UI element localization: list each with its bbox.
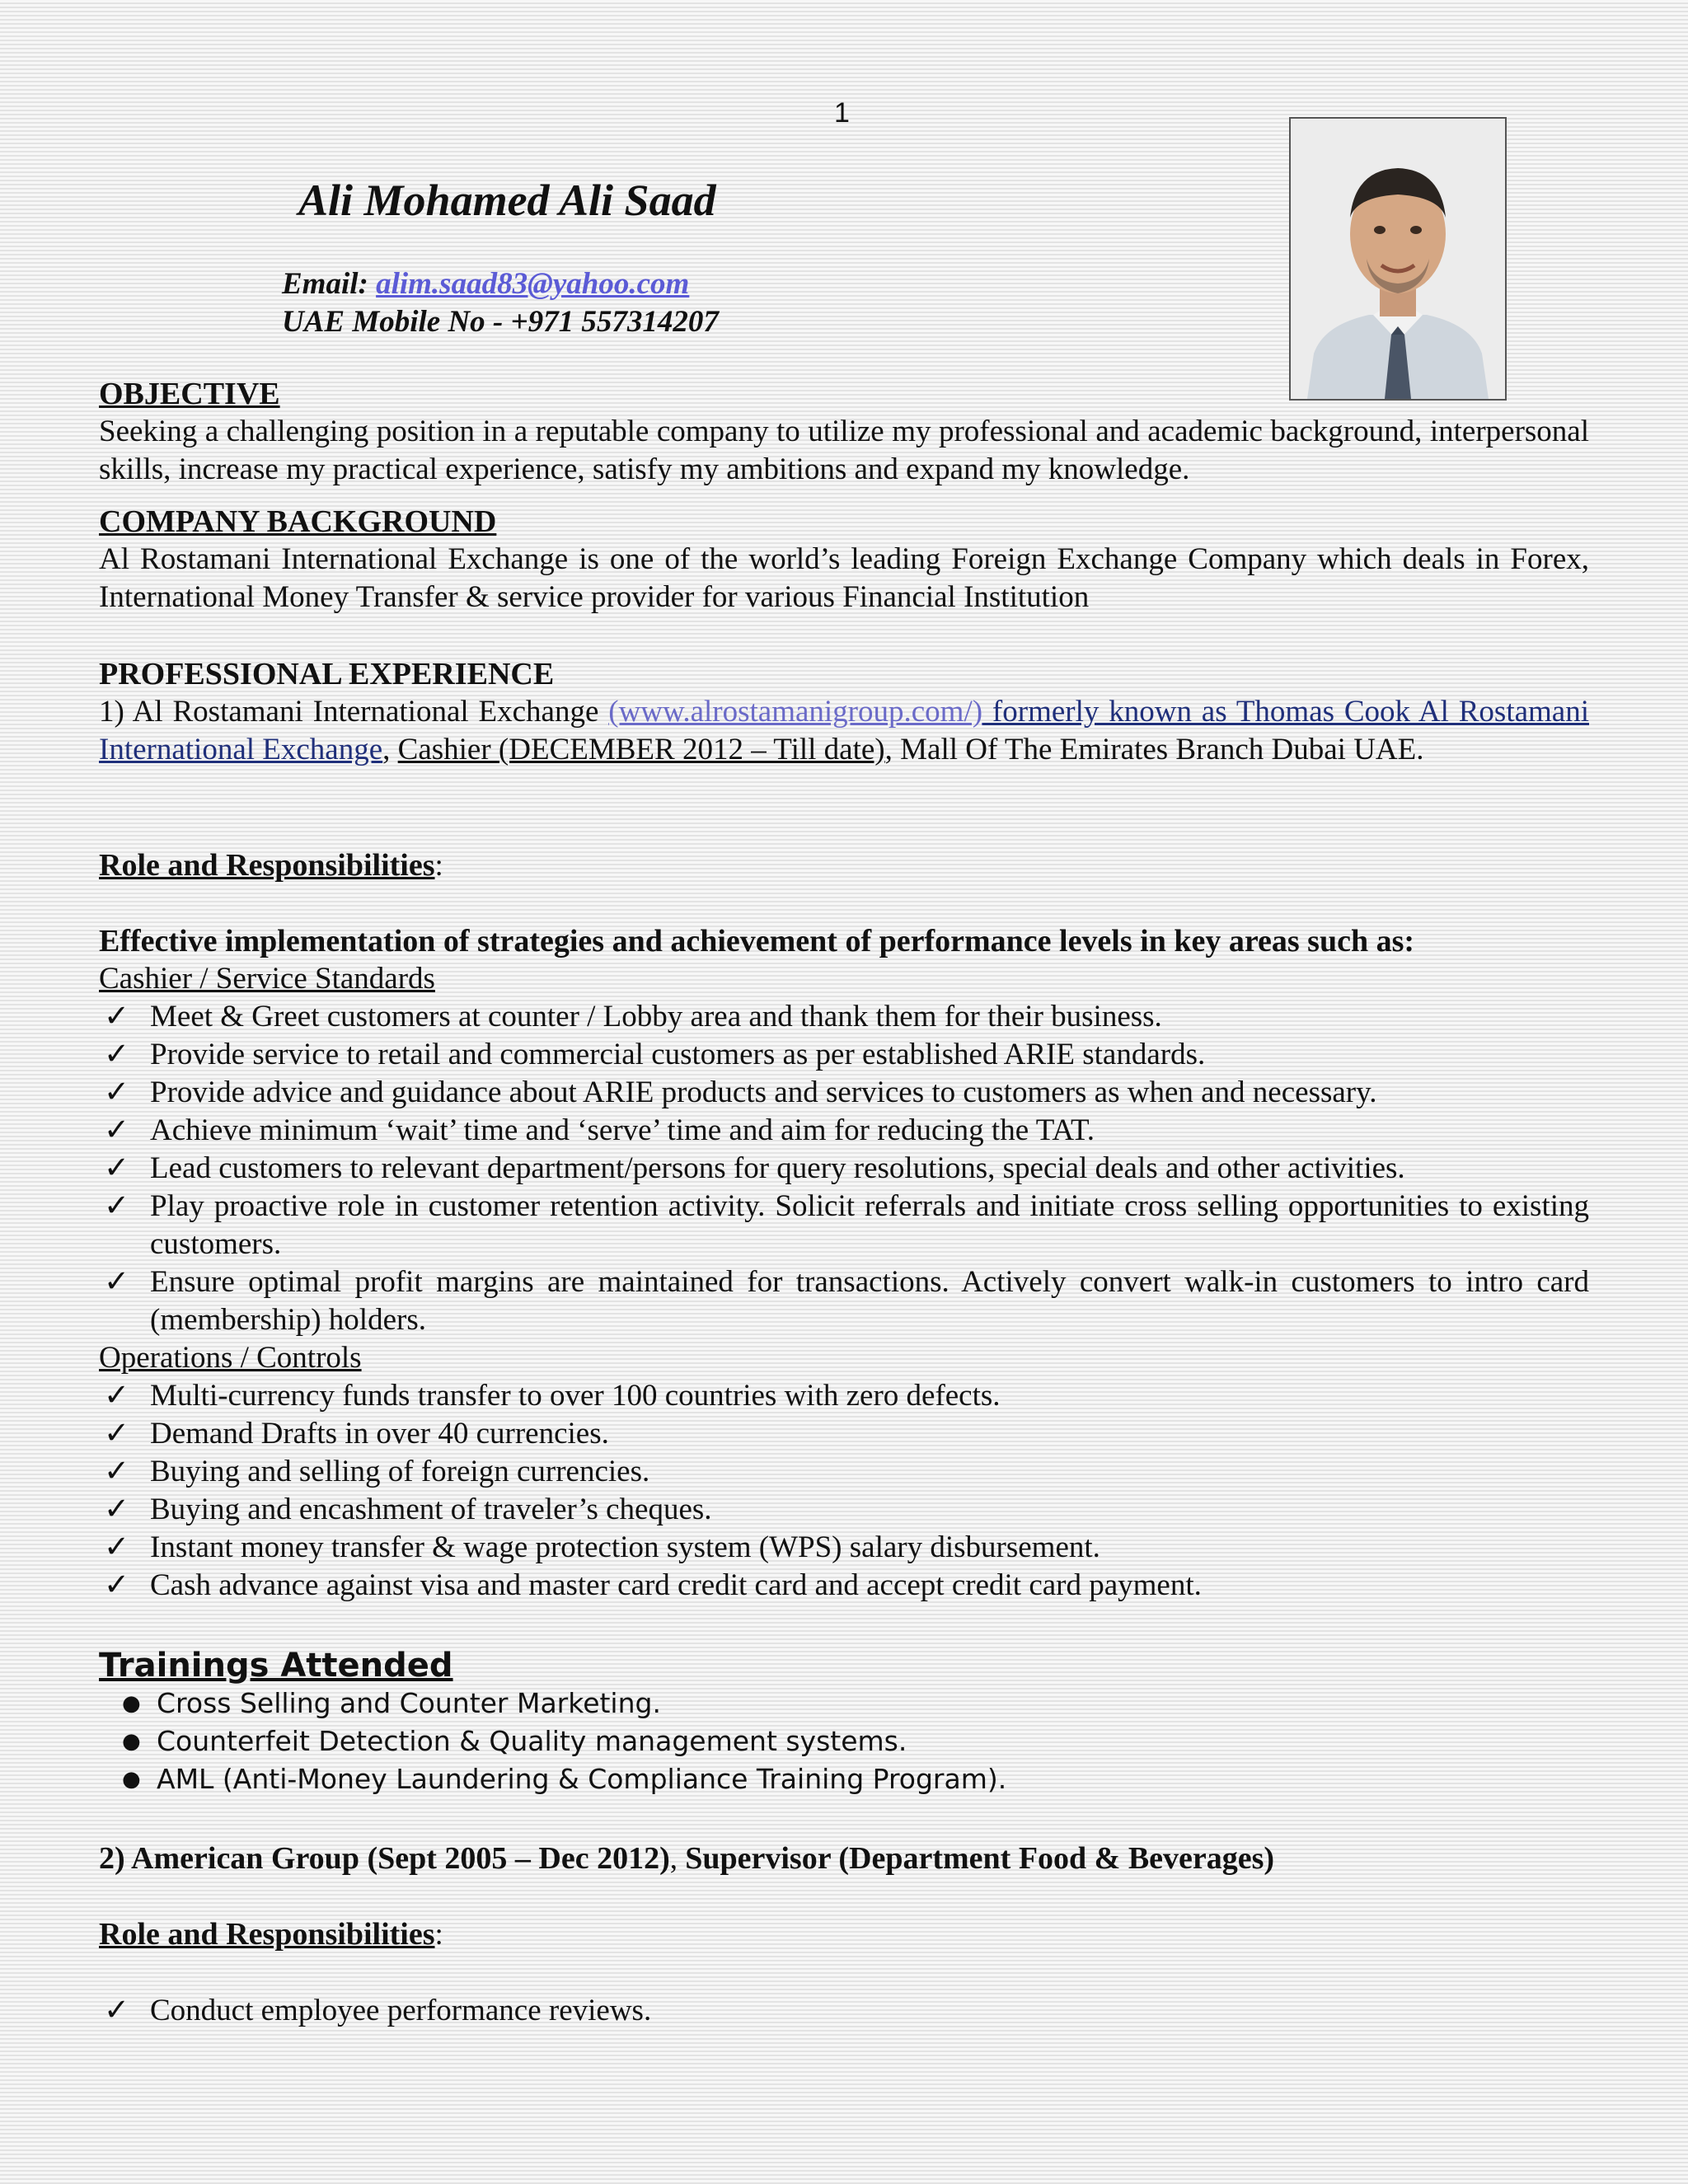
list-item-text: Cross Selling and Counter Marketing. xyxy=(157,1687,661,1719)
job2-title-line xyxy=(99,1840,1589,1878)
list-item xyxy=(99,1685,1589,1722)
list-item xyxy=(99,1491,1589,1529)
job2-separator: , xyxy=(669,1842,686,1876)
list-item-text: Instant money transfer & wage protection system (WPS) salary disbursement. xyxy=(150,1530,1100,1564)
job1-prefix: 1) Al Rostamani International Exchange xyxy=(99,695,609,729)
list-item xyxy=(99,1074,1589,1112)
check-icon: ✓ xyxy=(104,1455,130,1488)
cashier-standards-heading: Cashier / Service Standards xyxy=(99,962,435,996)
list-item-text: Conduct employee performance reviews. xyxy=(150,1994,652,2027)
list-item xyxy=(99,1722,1589,1760)
list-item-text: Demand Drafts in over 40 currencies. xyxy=(150,1417,609,1451)
job2-list xyxy=(99,1992,1589,2030)
list-item xyxy=(99,1263,1589,1339)
list-item xyxy=(99,1188,1589,1263)
list-item-text: Counterfeit Detection & Quality management systems. xyxy=(157,1725,907,1757)
company-background-section xyxy=(99,503,1589,616)
list-item-text: Ensure optimal profit margins are maintained for transactions. Actively convert walk-in customers to intro card (membership) holders. xyxy=(150,1265,1589,1337)
company-background-text: Al Rostamani International Exchange is one of the world’s leading Foreign Exchange Company which deals in Forex, International Money Transfer & service provider for various Financial Institution xyxy=(99,542,1589,614)
job2-title: 2) American Group (Sept 2005 – Dec 2012) xyxy=(99,1841,670,1876)
job1-location: , Mall Of The Emirates Branch Dubai UAE. xyxy=(884,733,1424,766)
objective-heading: OBJECTIVE xyxy=(99,377,280,411)
check-icon: ✓ xyxy=(104,1994,130,2027)
bullet-icon: ● xyxy=(122,1767,141,1792)
job2-roles-heading xyxy=(99,1915,1589,1954)
effective-implementation: Effective implementation of strategies and achievement of performance levels in key areas such as: xyxy=(99,924,1415,958)
job1-description xyxy=(99,693,1589,769)
profile-photo xyxy=(1289,117,1507,401)
roles-heading-text: Role and Responsibilities xyxy=(99,1917,435,1952)
operations-heading: Operations / Controls xyxy=(99,1341,362,1375)
trainings-list xyxy=(99,1685,1589,1798)
job1-separator: , xyxy=(382,733,398,766)
list-item-text: Achieve minimum ‘wait’ time and ‘serve’ time and aim for reducing the TAT. xyxy=(150,1113,1095,1147)
list-item xyxy=(99,1112,1589,1150)
list-item-text: Play proactive role in customer retention activity. Solicit referrals and initiate cross selling opportunities to existing customers. xyxy=(150,1189,1589,1261)
operations-list xyxy=(99,1377,1589,1605)
list-item-text: Cash advance against visa and master card credit card and accept credit card payment. xyxy=(150,1568,1202,1602)
check-icon: ✓ xyxy=(104,1151,130,1185)
roles-heading-text: Role and Responsibilities xyxy=(99,848,435,883)
objective-text: Seeking a challenging position in a reputable company to utilize my professional and academic background, interpersonal skills, increase my practical experience, satisfy my ambitions and expand my knowledge. xyxy=(99,415,1589,486)
roles-colon: : xyxy=(434,1918,443,1952)
list-item xyxy=(99,1036,1589,1074)
list-item xyxy=(99,1529,1589,1567)
list-item xyxy=(99,1567,1589,1605)
list-item-text: Buying and encashment of traveler’s cheques. xyxy=(150,1493,712,1526)
list-item xyxy=(99,1415,1589,1453)
check-icon: ✓ xyxy=(104,1265,130,1299)
list-item-text: Meet & Greet customers at counter / Lobby area and thank them for their business. xyxy=(150,1000,1162,1033)
check-icon: ✓ xyxy=(104,1000,130,1033)
roles-colon: : xyxy=(434,849,443,883)
email-label: Email: xyxy=(282,267,368,301)
experience-section xyxy=(99,655,1589,769)
formerly-known-link[interactable]: formerly known as Thomas Cook Al Rostamani International Exchange xyxy=(99,695,1589,766)
email-link[interactable]: alim.saad83@yahoo.com xyxy=(376,267,690,301)
check-icon: ✓ xyxy=(104,1076,130,1109)
objective-section xyxy=(99,375,1589,489)
cashier-list xyxy=(99,998,1589,1339)
trainings-heading: Trainings Attended xyxy=(99,1647,453,1685)
experience-heading: PROFESSIONAL EXPERIENCE xyxy=(99,657,555,691)
job1-position: Cashier (DECEMBER 2012 – Till date) xyxy=(397,733,885,766)
page-number: 1 xyxy=(834,97,850,129)
list-item-text: Buying and selling of foreign currencies. xyxy=(150,1455,650,1488)
list-item xyxy=(99,1453,1589,1491)
job2-position: Supervisor (Department Food & Beverages) xyxy=(685,1841,1275,1876)
list-item-text: AML (Anti-Money Laundering & Compliance Training Program). xyxy=(157,1763,1007,1795)
email-line xyxy=(282,265,689,303)
company-url-link[interactable]: (www.alrostamanigroup.com/) xyxy=(608,695,983,729)
list-item xyxy=(99,998,1589,1036)
check-icon: ✓ xyxy=(104,1038,130,1071)
check-icon: ✓ xyxy=(104,1493,130,1526)
job1-responsibilities xyxy=(99,922,1589,1605)
job1-roles-heading xyxy=(99,846,1589,885)
list-item-text: Lead customers to relevant department/persons for query resolutions, special deals and other activities. xyxy=(150,1151,1405,1185)
list-item xyxy=(99,1760,1589,1798)
check-icon: ✓ xyxy=(104,1530,130,1564)
list-item xyxy=(99,1150,1589,1188)
check-icon: ✓ xyxy=(104,1417,130,1451)
mobile-line: UAE Mobile No - +971 557314207 xyxy=(282,305,719,339)
bullet-icon: ● xyxy=(122,1691,141,1716)
check-icon: ✓ xyxy=(104,1189,130,1223)
list-item-text: Multi-currency funds transfer to over 100 countries with zero defects. xyxy=(150,1379,1001,1413)
company-background-heading: COMPANY BACKGROUND xyxy=(99,504,497,539)
job2-responsibilities xyxy=(99,1992,1589,2030)
check-icon: ✓ xyxy=(104,1568,130,1602)
candidate-name: Ali Mohamed Ali Saad xyxy=(298,176,716,225)
check-icon: ✓ xyxy=(104,1379,130,1413)
bullet-icon: ● xyxy=(122,1729,141,1754)
list-item-text: Provide advice and guidance about ARIE products and services to customers as when and necessary. xyxy=(150,1076,1377,1109)
list-item xyxy=(99,1377,1589,1415)
list-item-text: Provide service to retail and commercial customers as per established ARIE standards. xyxy=(150,1038,1206,1071)
trainings-section xyxy=(99,1647,1589,1798)
list-item xyxy=(99,1992,1589,2030)
profile-photo-illustration xyxy=(1291,119,1505,399)
check-icon: ✓ xyxy=(104,1113,130,1147)
